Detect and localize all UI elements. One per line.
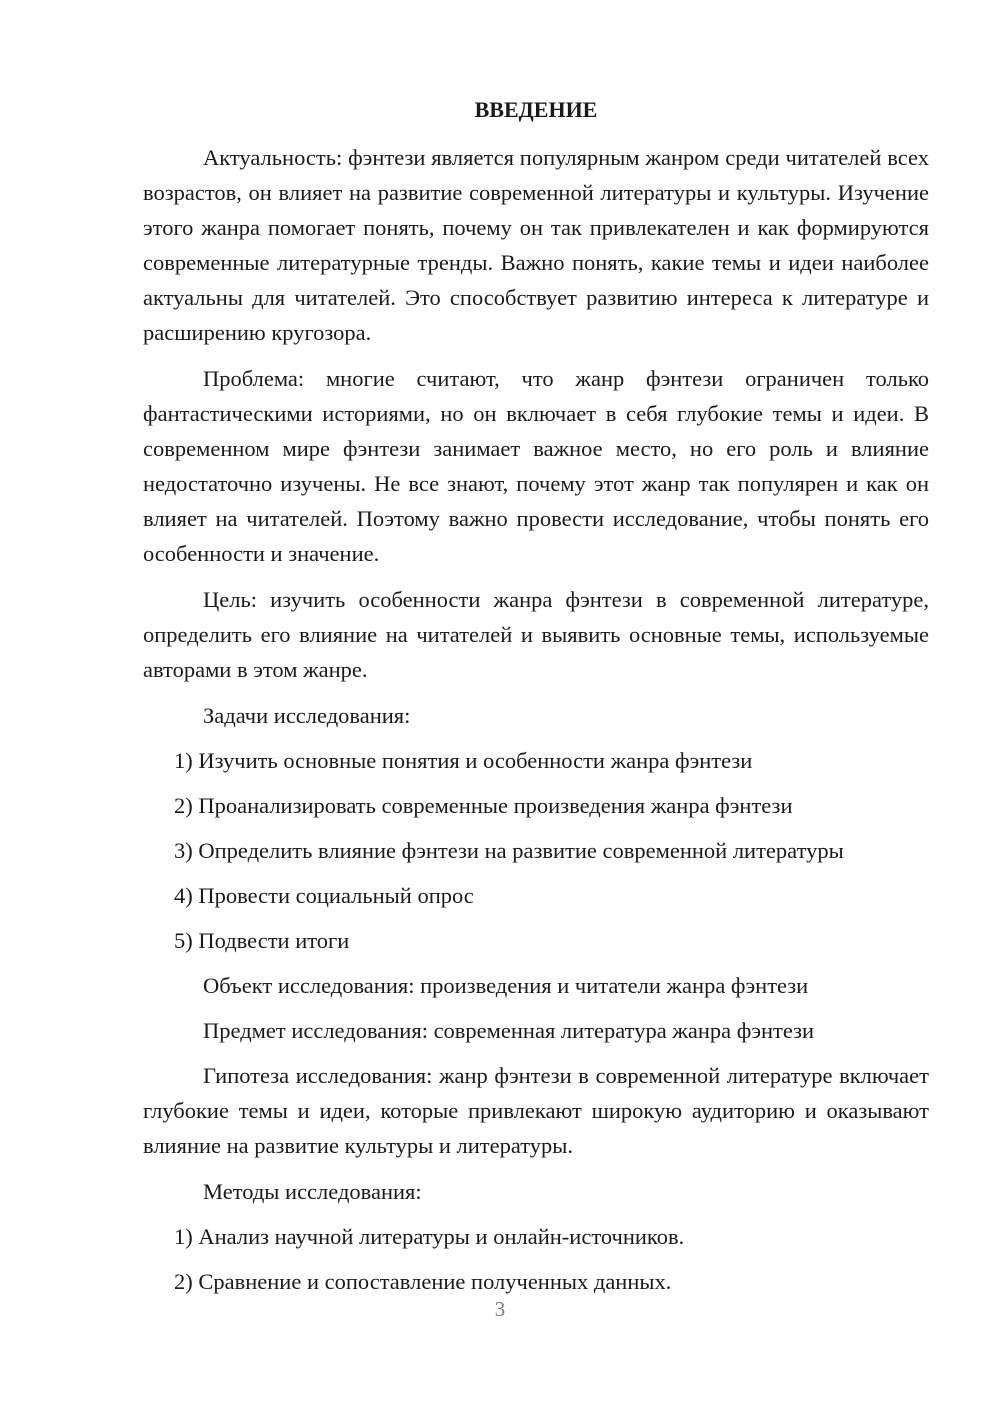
task-item-1: 1) Изучить основные понятия и особенности жанра фэнтези xyxy=(174,748,753,773)
method-item-2: 2) Сравнение и сопоставление полученных данных. xyxy=(174,1269,672,1294)
task-item-2: 2) Проанализировать современные произведения жанра фэнтези xyxy=(174,793,793,818)
method-item-1: 1) Анализ научной литературы и онлайн-источников. xyxy=(174,1224,685,1249)
hypothesis-paragraph: Гипотеза исследования: жанр фэнтези в современной литературе включает глубокие темы и идеи, которые привлекают широкую аудиторию и оказывают влияние на развитие культуры и литературы. xyxy=(143,1063,929,1158)
relevance-paragraph: Актуальность: фэнтези является популярным жанром среди читателей всех возрастов, он влияет на развитие современной литературы и культуры. Изучение этого жанра помогает понять, почему он так привлекателен и как формируются современные литературные тренды. Важно понять, какие темы и идеи наиболее актуальны для читателей. Это способствует развитию интереса к литературе и расширению кругозора. xyxy=(143,145,929,345)
subject-line: Предмет исследования: современная литература жанра фэнтези xyxy=(203,1018,815,1043)
page-number: 3 xyxy=(494,1297,506,1321)
problem-paragraph: Проблема: многие считают, что жанр фэнтези ограничен только фантастическими историями, но он включает в себя глубокие темы и идеи. В современном мире фэнтези занимает важное место, но его роль и влияние недостаточно изучены. Не все знают, почему этот жанр так популярен и как он влияет на читателей. Поэтому важно провести исследование, чтобы понять его особенности и значение. xyxy=(143,366,929,566)
task-item-4: 4) Провести социальный опрос xyxy=(174,883,474,908)
goal-paragraph: Цель: изучить особенности жанра фэнтези в современной литературе, определить его влияние на читателей и выявить основные темы, используемые авторами в этом жанре. xyxy=(143,587,929,682)
task-item-5: 5) Подвести итоги xyxy=(174,928,350,953)
methods-heading: Методы исследования: xyxy=(203,1179,422,1204)
object-line: Объект исследования: произведения и читатели жанра фэнтези xyxy=(203,973,809,998)
section-title: ВВЕДЕНИЕ xyxy=(474,97,598,122)
tasks-heading: Задачи исследования: xyxy=(203,703,411,728)
task-item-3: 3) Определить влияние фэнтези на развитие современной литературы xyxy=(174,838,844,863)
document-page xyxy=(143,92,929,1309)
